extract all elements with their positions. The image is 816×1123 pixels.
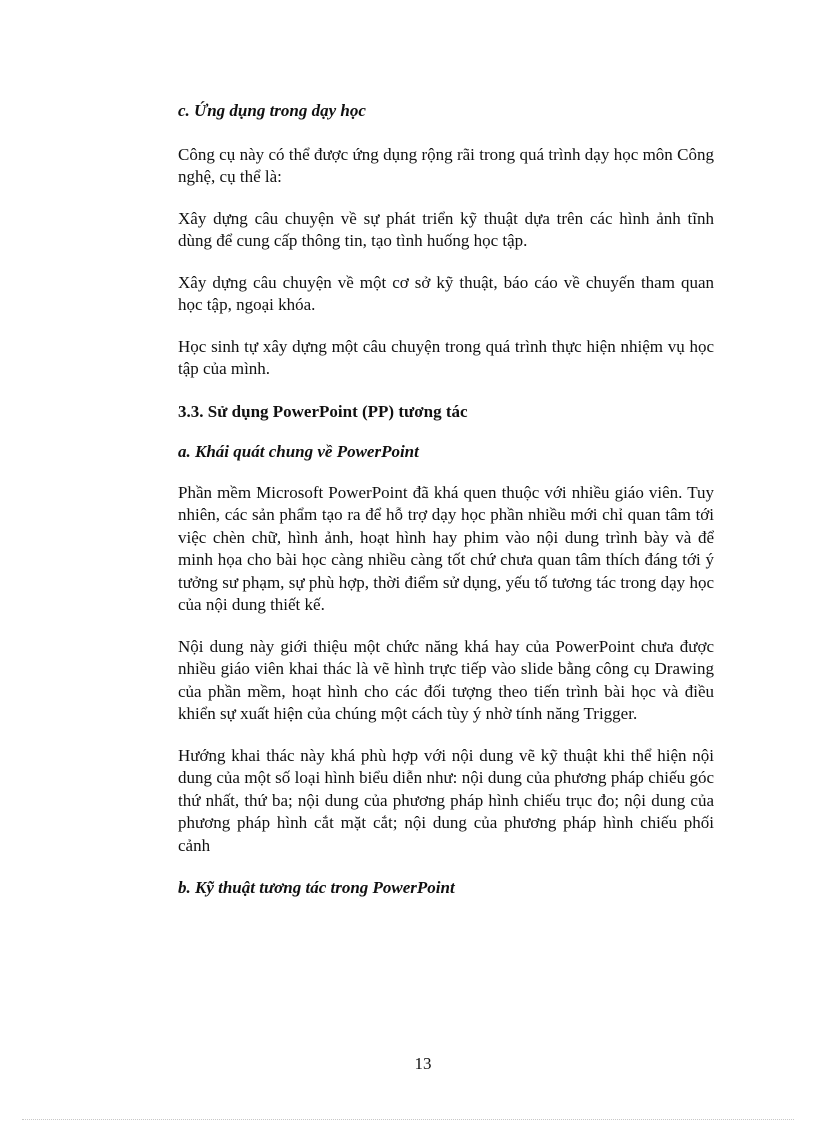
paragraph: Công cụ này có thể được ứng dụng rộng rãi trong quá trình dạy học môn Công nghệ, cụ thể là: (178, 144, 714, 186)
page-number: 13 (414, 1054, 432, 1073)
paragraph: Xây dựng câu chuyện về một cơ sở kỹ thuật, báo cáo về chuyến tham quan học tập, ngoại khóa. (178, 272, 714, 314)
section-c-heading: c. Ứng dụng trong dạy học (178, 101, 366, 120)
section-a-heading: a. Khái quát chung về PowerPoint (178, 442, 419, 461)
section-3-3-heading: 3.3. Sử dụng PowerPoint (PP) tương tác (178, 401, 468, 421)
paragraph: Học sinh tự xây dựng một câu chuyện trong quá trình thực hiện nhiệm vụ học tập của mình. (178, 336, 714, 378)
paragraph: Nội dung này giới thiệu một chức năng khá hay của PowerPoint chưa được nhiều giáo viên khai thác là vẽ hình trực tiếp vào slide bằng công cụ Drawing của phần mềm, hoạt hình cho các đối tượng theo tiến trình bài học và điều khiển sự xuất hiện của chúng một cách tùy ý nhờ tính năng Trigger. (178, 636, 714, 723)
page-content (178, 100, 714, 900)
section-b-heading: b. Kỹ thuật tương tác trong PowerPoint (178, 878, 455, 897)
page-bottom-divider (22, 1119, 794, 1120)
paragraph: Xây dựng câu chuyện về sự phát triển kỹ thuật dựa trên các hình ảnh tĩnh dùng để cung cấp thông tin, tạo tình huống học tập. (178, 208, 714, 250)
paragraph: Hướng khai thác này khá phù hợp với nội dung vẽ kỹ thuật khi thể hiện nội dung của một số loại hình biểu diễn như: nội dung của phương pháp chiếu góc thứ nhất, thứ ba; nội dung của phương pháp hình chiếu trục đo; nội dung của phương pháp hình cắt mặt cắt; nội dung của phương pháp hình chiếu phối cảnh (178, 745, 714, 855)
paragraph: Phần mềm Microsoft PowerPoint đã khá quen thuộc với nhiều giáo viên. Tuy nhiên, các sản phẩm tạo ra để hỗ trợ dạy học phần nhiều mới chỉ quan tâm tới việc chèn chữ, hình ảnh, hoạt hình hay phim vào nội dung trình bày và để minh họa cho bài học càng nhiều càng tốt chứ chưa quan tâm thích đáng tới ý tưởng sư phạm, sự phù hợp, thời điểm sử dụng, yếu tố tương tác trong dạy học của nội dung thiết kế. (178, 482, 714, 614)
